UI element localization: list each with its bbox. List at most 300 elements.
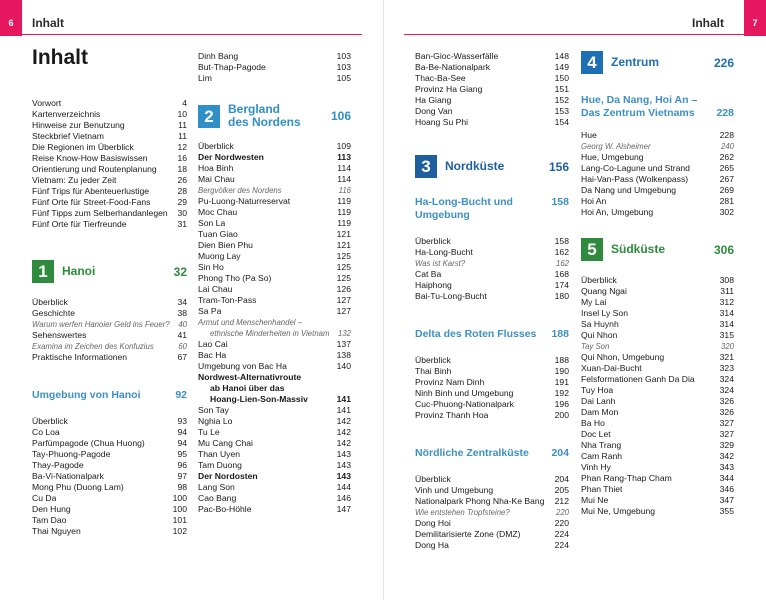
toc-entry-page: 315 — [719, 330, 734, 340]
toc-entry-title: Was ist Karst? — [415, 259, 466, 268]
toc-entry-title: Tay Son — [581, 342, 610, 351]
toc-entry[interactable] — [198, 416, 351, 427]
toc-entry-title: Dam Mon — [581, 407, 619, 417]
toc-entry-page: 355 — [719, 506, 734, 516]
toc-entry[interactable] — [415, 410, 569, 421]
toc-entry-page: 97 — [177, 471, 187, 481]
toc-entry[interactable] — [415, 106, 569, 117]
section-title: Nördliche Zentralküste — [415, 447, 529, 459]
toc-entry-page: 321 — [719, 352, 734, 362]
toc-entry[interactable] — [415, 399, 569, 410]
toc-entry[interactable] — [415, 269, 569, 280]
toc-entry[interactable] — [198, 339, 351, 350]
toc-entry-title: Fünf Tipps zum Selberhandanlegen — [32, 208, 168, 218]
toc-entry-title: Vinh und Umgebung — [415, 485, 494, 495]
toc-entry-title: Moc Chau — [198, 207, 238, 217]
toc-entry-title: Tram-Ton-Pass — [198, 295, 257, 305]
toc-entry[interactable] — [415, 496, 569, 507]
toc-entry-page: 114 — [337, 163, 351, 173]
toc-entry[interactable] — [32, 427, 187, 438]
toc-entry[interactable] — [32, 438, 187, 449]
toc-entry-page: 10 — [177, 109, 187, 119]
toc-entry-page: 343 — [719, 462, 734, 472]
toc-entry[interactable] — [32, 319, 187, 330]
page-number-left: 6 — [0, 0, 22, 36]
toc-entry[interactable] — [32, 416, 187, 427]
toc-entry-page: 94 — [177, 438, 187, 448]
section-hue-danang[interactable] — [581, 94, 734, 120]
toc-entry[interactable] — [198, 394, 351, 405]
chapter-4-title: Zentrum — [611, 55, 659, 69]
toc-entry-title: Tam Duong — [198, 460, 242, 470]
toc-entry-title: Wie entstehen Tropfsteine? — [415, 508, 510, 517]
toc-entry[interactable] — [32, 109, 187, 120]
toc-entry-title: Lang Son — [198, 482, 235, 492]
toc-entry-page: 140 — [336, 361, 351, 371]
toc-entry[interactable] — [32, 526, 187, 537]
toc-entry-title: Dong Van — [415, 106, 453, 116]
toc-entry-page: 60 — [178, 342, 187, 351]
toc-entry-title: Warum werfen Hanoier Geld ins Feuer? — [32, 320, 170, 329]
toc-entry-title: Haiphong — [415, 280, 452, 290]
toc-entry[interactable] — [198, 361, 351, 372]
toc-entry-page: 16 — [177, 153, 187, 163]
chapter-4-heading[interactable] — [581, 51, 734, 74]
toc-entry[interactable] — [581, 429, 734, 440]
toc-entry[interactable] — [581, 418, 734, 429]
toc-entry[interactable] — [581, 341, 734, 352]
toc-entry-page: 26 — [177, 175, 187, 185]
section-delta[interactable] — [415, 328, 569, 341]
toc-entry-page — [347, 317, 351, 328]
toc-entry-title: Lao Cai — [198, 339, 228, 349]
toc-entry-page: 204 — [554, 474, 569, 484]
toc-entry[interactable] — [581, 196, 734, 207]
toc-entry-page: 324 — [719, 385, 734, 395]
toc-entry-title: Orientierung und Routenplanung — [32, 164, 157, 174]
toc-entry-title: Überblick — [581, 275, 617, 285]
toc-entry[interactable] — [32, 164, 187, 175]
toc-column-1 — [32, 46, 187, 537]
toc-entry[interactable] — [581, 319, 734, 330]
toc-entry-title: Dong Ha — [415, 540, 449, 550]
toc-entry-page: 125 — [336, 251, 351, 261]
toc-entry-title: Hue — [581, 130, 597, 140]
toc-entry[interactable] — [32, 153, 187, 164]
section-page: 188 — [551, 328, 569, 340]
toc-entry[interactable] — [32, 186, 187, 197]
toc-entry[interactable] — [198, 284, 351, 295]
toc-entry[interactable] — [581, 308, 734, 319]
toc-entry-page: 102 — [172, 526, 187, 536]
toc-entry[interactable] — [198, 174, 351, 185]
toc-entry[interactable] — [198, 73, 351, 84]
toc-entry[interactable] — [415, 51, 569, 62]
toc-entry-page: 188 — [554, 355, 569, 365]
toc-entry[interactable] — [415, 366, 569, 377]
toc-entry-page: 158 — [554, 236, 569, 246]
toc-entry[interactable] — [415, 518, 569, 529]
toc-entry[interactable] — [198, 427, 351, 438]
toc-entry[interactable] — [198, 141, 351, 152]
toc-entry[interactable] — [32, 131, 187, 142]
toc-entry[interactable] — [415, 236, 569, 247]
toc-entry[interactable] — [32, 308, 187, 319]
toc-entry-page: 196 — [554, 399, 569, 409]
toc-entry[interactable] — [32, 208, 187, 219]
toc-entry-title: Thac-Ba-See — [415, 73, 466, 83]
toc-entry-title: Da Nang und Umgebung — [581, 185, 677, 195]
toc-entry[interactable] — [581, 286, 734, 297]
toc-entry-page: 192 — [554, 388, 569, 398]
toc-entry-title: Die Regionen im Überblick — [32, 142, 134, 152]
toc-entry[interactable] — [32, 175, 187, 186]
toc-entry-page: 144 — [336, 482, 351, 492]
toc-entry-page: 314 — [719, 319, 734, 329]
toc-entry-title: Vorwort — [32, 98, 62, 108]
toc-entry[interactable] — [198, 383, 351, 394]
toc-entry[interactable] — [32, 482, 187, 493]
toc-intro-list — [32, 98, 187, 230]
toc-entry-title: My Lai — [581, 297, 607, 307]
chapter-5-heading[interactable] — [581, 238, 734, 261]
toc-entry-page: 347 — [719, 495, 734, 505]
toc-entry[interactable] — [581, 363, 734, 374]
toc-entry[interactable] — [32, 197, 187, 208]
toc-entry[interactable] — [581, 163, 734, 174]
toc-entry-page: 31 — [177, 219, 187, 229]
toc-entry-title: Mui Ne — [581, 495, 609, 505]
toc-entry[interactable] — [32, 341, 187, 352]
chapter-3-page: 156 — [548, 159, 569, 174]
section-umgebung-hanoi[interactable] — [32, 389, 187, 402]
toc-entry-page: 148 — [554, 51, 569, 61]
toc-entry[interactable] — [581, 462, 734, 473]
toc-entry[interactable] — [581, 396, 734, 407]
toc-entry[interactable] — [581, 484, 734, 495]
toc-entry-title: Pac-Bo-Höhle — [198, 504, 252, 514]
toc-entry[interactable] — [581, 495, 734, 506]
toc-entry-title: Muong Lay — [198, 251, 241, 261]
toc-entry-page: 323 — [719, 363, 734, 373]
toc-entry-title: Demilitarisierte Zone (DMZ) — [415, 529, 521, 539]
chapter-2-title-line-1: Bergland — [228, 102, 281, 116]
toc-entry[interactable] — [32, 297, 187, 308]
toc-entry[interactable] — [32, 460, 187, 471]
toc-entry-title: Cao Bang — [198, 493, 237, 503]
toc-entry-title: Felsformationen Ganh Da Dia — [581, 374, 695, 384]
toc-entry-page: 224 — [554, 540, 569, 550]
toc-entry-title: Ban-Gioc-Wasserfälle — [415, 51, 499, 61]
chapter-1-number: 1 — [32, 260, 54, 283]
toc-entry[interactable] — [198, 240, 351, 251]
toc-entry[interactable] — [581, 374, 734, 385]
toc-entry-title: Ba-Vi-Nationalpark — [32, 471, 104, 481]
toc-entry[interactable] — [415, 258, 569, 269]
toc-entry-title: Ha Giang — [415, 95, 452, 105]
toc-entry-page: 220 — [554, 518, 569, 528]
toc-entry[interactable] — [415, 507, 569, 518]
toc-entry[interactable] — [415, 117, 569, 128]
toc-entry-page: 329 — [719, 440, 734, 450]
toc-entry-page: 93 — [177, 416, 187, 426]
toc-entry[interactable] — [415, 474, 569, 485]
toc-entry-title: Phan Rang-Thap Cham — [581, 473, 672, 483]
toc-entry[interactable] — [198, 251, 351, 262]
toc-entry-title: Mu Cang Chai — [198, 438, 253, 448]
toc-entry-title: Thai Nguyen — [32, 526, 81, 536]
toc-entry[interactable] — [198, 185, 351, 196]
toc-entry[interactable] — [415, 485, 569, 496]
toc-entry[interactable] — [32, 471, 187, 482]
toc-entry-page: 40 — [178, 320, 187, 329]
toc-entry[interactable] — [415, 95, 569, 106]
toc-entry[interactable] — [415, 377, 569, 388]
toc-entry-title: Sin Ho — [198, 262, 224, 272]
section-zentralkueste[interactable] — [415, 447, 569, 460]
toc-entry[interactable] — [198, 438, 351, 449]
toc-entry-title: Son La — [198, 218, 226, 228]
toc-entry-title: Überblick — [32, 416, 68, 426]
toc-entry[interactable] — [198, 163, 351, 174]
toc-entry-page: 269 — [719, 185, 734, 195]
toc-entry[interactable] — [415, 388, 569, 399]
toc-entry[interactable] — [198, 317, 351, 328]
toc-entry-page: 314 — [719, 308, 734, 318]
toc-entry-page: 153 — [554, 106, 569, 116]
toc-entry[interactable] — [32, 142, 187, 153]
toc-entry[interactable] — [581, 207, 734, 218]
toc-entry[interactable] — [198, 372, 351, 383]
toc-entry-title: Hoang-Lien-Son-Massiv — [210, 394, 308, 404]
toc-entry-page: 38 — [177, 308, 187, 318]
toc-entry-page: 41 — [177, 330, 187, 340]
toc-entry[interactable] — [415, 62, 569, 73]
toc-entry[interactable] — [198, 482, 351, 493]
toc-entry-title: Nordwest-Alternativroute — [198, 372, 302, 382]
toc-entry[interactable] — [198, 196, 351, 207]
toc-entry-page: 190 — [554, 366, 569, 376]
toc-entry[interactable] — [198, 405, 351, 416]
toc-entry-page: 151 — [554, 84, 569, 94]
toc-suedkueste-list — [581, 275, 734, 517]
toc-entry-title: Cu Da — [32, 493, 57, 503]
toc-entry[interactable] — [415, 73, 569, 84]
toc-entry[interactable] — [415, 84, 569, 95]
toc-entry-page: 11 — [178, 131, 187, 141]
toc-entry[interactable] — [32, 493, 187, 504]
toc-entry-title: Überblick — [32, 297, 68, 307]
toc-entry-title: Tu Le — [198, 427, 220, 437]
toc-entry[interactable] — [581, 152, 734, 163]
toc-entry[interactable] — [581, 275, 734, 286]
toc-hue-list — [581, 130, 734, 218]
toc-entry-title: Provinz Nam Dinh — [415, 377, 485, 387]
toc-entry-title: Fünf Orte für Street-Food-Fans — [32, 197, 151, 207]
toc-entry-page: 127 — [336, 306, 351, 316]
toc-entry-title: ethnische Minderheiten in Vietnam — [210, 329, 330, 338]
toc-entry-title: Lang-Co-Lagune und Strand — [581, 163, 690, 173]
toc-entry[interactable] — [415, 529, 569, 540]
toc-entry[interactable] — [32, 515, 187, 526]
toc-entry-page: 96 — [177, 460, 187, 470]
toc-entry[interactable] — [198, 471, 351, 482]
toc-entry-title: Xuan-Dai-Bucht — [581, 363, 642, 373]
toc-entry-title: Praktische Informationen — [32, 352, 128, 362]
toc-entry[interactable] — [581, 451, 734, 462]
chapter-2-title-line-2: des Nordens — [228, 115, 301, 129]
toc-entry[interactable] — [198, 295, 351, 306]
toc-entry[interactable] — [198, 350, 351, 361]
toc-entry-title: Pu-Luong-Naturreservat — [198, 196, 291, 206]
chapter-4-number: 4 — [581, 51, 603, 74]
toc-entry-title: Ninh Binh und Umgebung — [415, 388, 514, 398]
section-title: Delta des Roten Flusses — [415, 328, 537, 340]
toc-entry-page: 105 — [336, 73, 351, 83]
chapter-2-page: 106 — [330, 109, 351, 123]
toc-entry[interactable] — [581, 506, 734, 517]
toc-entry[interactable] — [198, 449, 351, 460]
toc-entry-page: 142 — [336, 438, 351, 448]
toc-entry-page: 327 — [719, 429, 734, 439]
toc-entry-title: Den Hung — [32, 504, 71, 514]
toc-entry[interactable] — [198, 493, 351, 504]
toc-entry-title: Dai Lanh — [581, 396, 616, 406]
toc-entry-title: Examina im Zeichen des Konfuzius — [32, 342, 154, 351]
chapter-1-title: Hanoi — [62, 264, 96, 278]
toc-entry-page: 101 — [172, 515, 187, 525]
chapter-1-page: 32 — [173, 264, 187, 279]
toc-entry-page: 212 — [554, 496, 569, 506]
toc-entry[interactable] — [32, 219, 187, 230]
toc-entry[interactable] — [198, 229, 351, 240]
toc-entry[interactable] — [581, 385, 734, 396]
toc-entry-title: Vietnam: Zu jeder Zeit — [32, 175, 117, 185]
toc-entry-title: Geschichte — [32, 308, 75, 318]
toc-entry-page: 312 — [719, 297, 734, 307]
page-title: Inhalt — [32, 46, 88, 69]
toc-entry[interactable] — [581, 130, 734, 141]
toc-entry[interactable] — [198, 328, 351, 339]
toc-entry-title: Thay-Pagode — [32, 460, 84, 470]
running-header-right: Inhalt — [692, 16, 724, 30]
toc-entry-title: Dong Hoi — [415, 518, 451, 528]
toc-entry-page: 12 — [177, 142, 187, 152]
toc-entry[interactable] — [415, 247, 569, 258]
toc-entry[interactable] — [32, 120, 187, 131]
toc-entry-title: Qui Nhon — [581, 330, 618, 340]
toc-entry-title: Parfümpagode (Chua Huong) — [32, 438, 145, 448]
toc-entry[interactable] — [198, 62, 351, 73]
toc-entry-page: 114 — [337, 174, 351, 184]
toc-entry[interactable] — [581, 185, 734, 196]
toc-entry[interactable] — [415, 355, 569, 366]
toc-entry[interactable] — [581, 330, 734, 341]
toc-entry-page — [347, 383, 351, 394]
toc-entry-title: Cat Ba — [415, 269, 442, 279]
chapter-5-number: 5 — [581, 238, 603, 261]
toc-umgebung-list — [32, 416, 187, 537]
toc-entry[interactable] — [415, 280, 569, 291]
toc-entry[interactable] — [581, 473, 734, 484]
toc-entry[interactable] — [198, 306, 351, 317]
chapter-2-heading[interactable] — [198, 103, 351, 129]
chapter-5-page: 306 — [713, 242, 734, 257]
toc-entry-page: 116 — [338, 186, 351, 195]
toc-entry[interactable] — [415, 291, 569, 302]
toc-entry[interactable] — [32, 330, 187, 341]
toc-entry[interactable] — [32, 352, 187, 363]
chapter-1-heading[interactable] — [32, 260, 187, 283]
toc-entry-page: 119 — [337, 196, 351, 206]
toc-entry[interactable] — [581, 297, 734, 308]
toc-entry-page: 265 — [719, 163, 734, 173]
toc-entry-title: Hue, Umgebung — [581, 152, 644, 162]
toc-entry-title: Hoang Su Phi — [415, 117, 469, 127]
chapter-3-heading[interactable] — [415, 155, 569, 178]
toc-entry[interactable] — [198, 504, 351, 515]
toc-entry-title: Mai Chau — [198, 174, 235, 184]
section-halong[interactable] — [415, 196, 569, 222]
toc-entry[interactable] — [198, 273, 351, 284]
toc-entry-page: 143 — [336, 449, 351, 459]
header-rule-right — [404, 34, 744, 35]
chapter-3-title: Nordküste — [445, 159, 505, 173]
toc-entry-page: 320 — [720, 342, 734, 351]
toc-entry[interactable] — [581, 407, 734, 418]
toc-entry-page: 95 — [177, 449, 187, 459]
toc-entry-title: Bac Ha — [198, 350, 227, 360]
toc-entry[interactable] — [32, 449, 187, 460]
toc-entry-title: Bergvölker des Nordens — [198, 186, 282, 195]
toc-entry-title: Mui Ne, Umgebung — [581, 506, 656, 516]
toc-entry[interactable] — [198, 262, 351, 273]
toc-entry-title: Der Nordwesten — [198, 152, 264, 162]
toc-entry-title: Fünf Trips für Abenteuerlustige — [32, 186, 150, 196]
toc-entry-title: Ba Ho — [581, 418, 605, 428]
toc-entry-page: 29 — [177, 197, 187, 207]
running-header-left: Inhalt — [32, 16, 64, 30]
toc-entry[interactable] — [581, 352, 734, 363]
toc-entry[interactable] — [581, 440, 734, 451]
toc-entry[interactable] — [415, 540, 569, 551]
toc-entry-page: 125 — [336, 273, 351, 283]
toc-col3-top-list — [415, 51, 569, 128]
toc-entry-title: Georg W. Alsheimer — [581, 142, 651, 151]
toc-entry-title: Überblick — [415, 355, 451, 365]
toc-entry-title: Cuc-Phuong-Nationalpark — [415, 399, 514, 409]
toc-entry[interactable] — [32, 504, 187, 515]
toc-entry[interactable] — [581, 141, 734, 152]
toc-entry[interactable] — [581, 174, 734, 185]
toc-entry-page: 100 — [172, 493, 187, 503]
toc-entry-title: Hoa Binh — [198, 163, 234, 173]
header-rule-left — [22, 34, 362, 35]
toc-entry[interactable] — [198, 51, 351, 62]
toc-entry-page: 191 — [554, 377, 569, 387]
toc-entry-title: Der Nordosten — [198, 471, 258, 481]
toc-entry[interactable] — [198, 460, 351, 471]
toc-entry[interactable] — [198, 207, 351, 218]
toc-entry-page: 18 — [177, 164, 187, 174]
toc-entry-title: Phong Tho (Pa So) — [198, 273, 272, 283]
toc-entry[interactable] — [198, 152, 351, 163]
toc-entry-page: 162 — [555, 259, 569, 268]
toc-entry[interactable] — [32, 98, 187, 109]
page-number-right: 7 — [744, 0, 766, 36]
toc-entry-title: Qui Nhon, Umgebung — [581, 352, 665, 362]
toc-entry[interactable] — [198, 218, 351, 229]
